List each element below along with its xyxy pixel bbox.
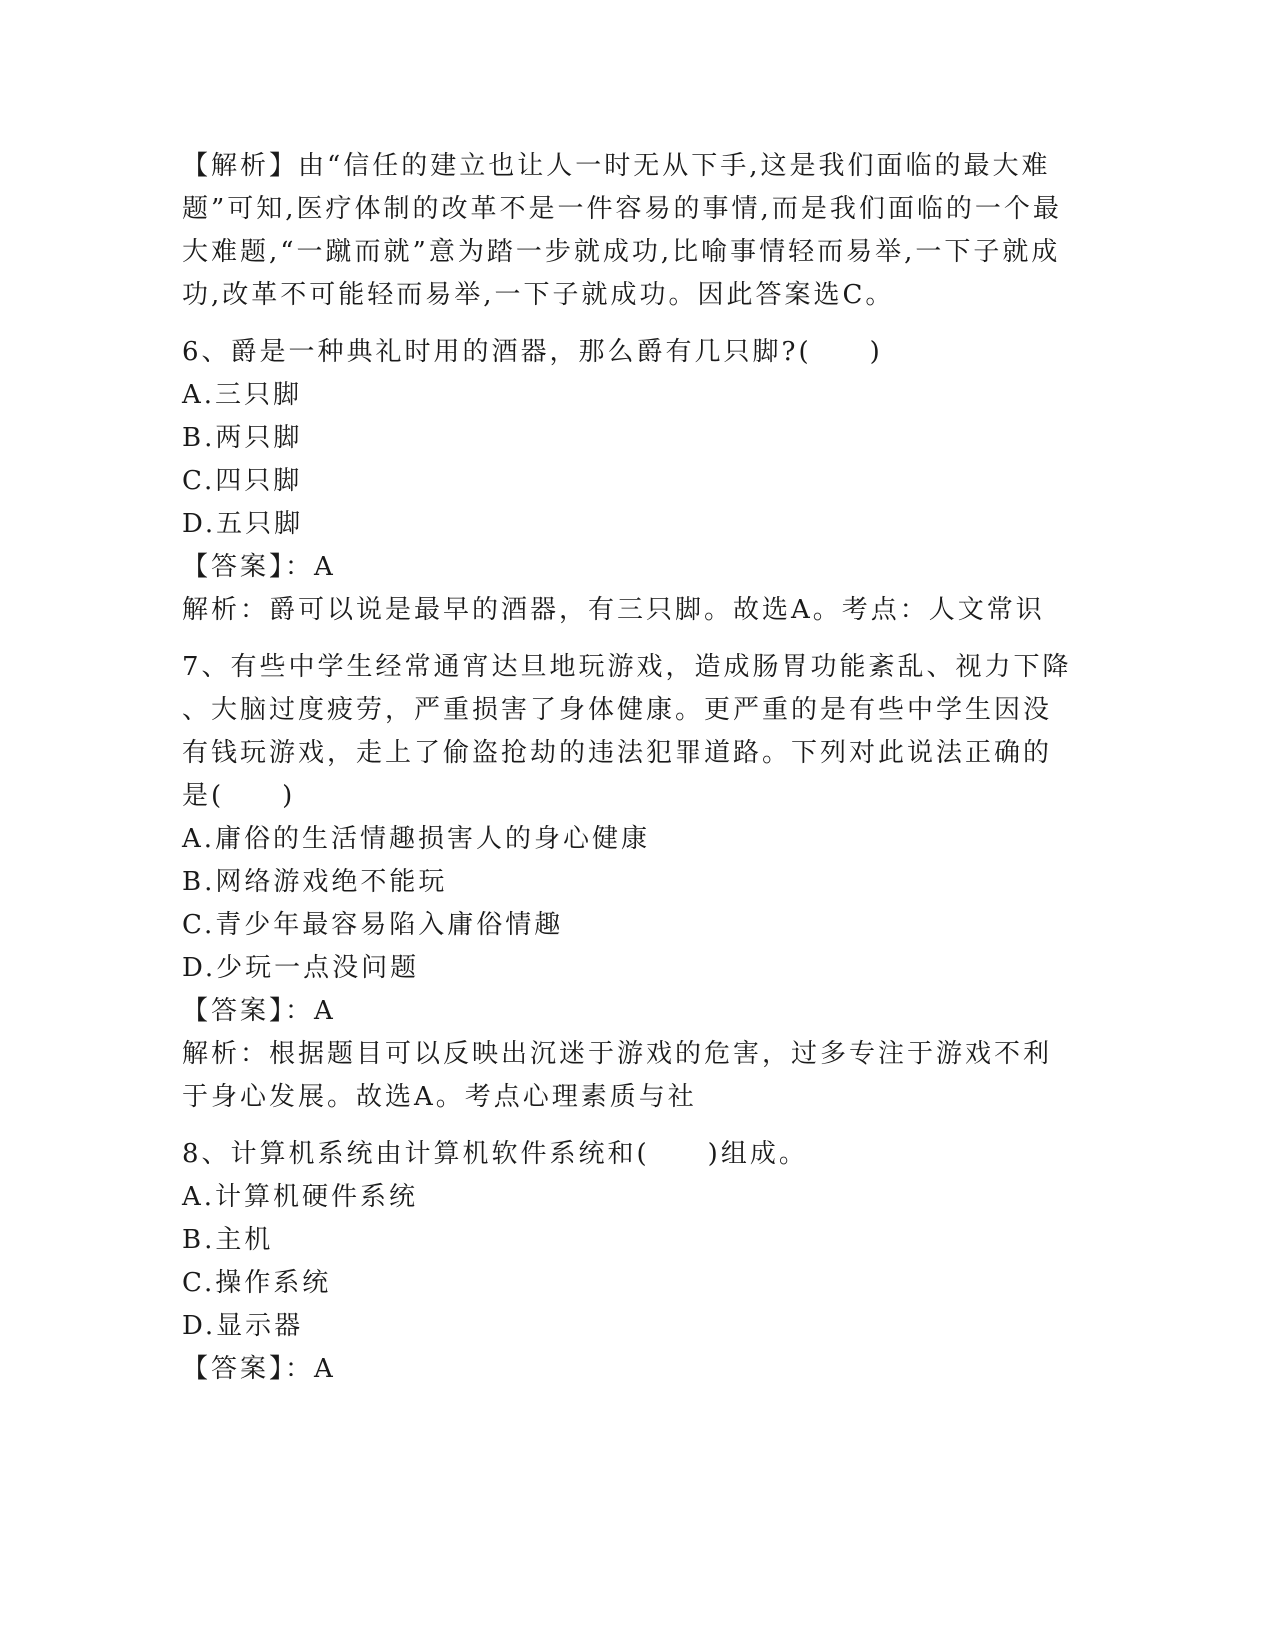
option-a: A.庸俗的生活情趣损害人的身心健康	[182, 824, 651, 854]
question-stem-line-4: 是( )	[182, 781, 296, 811]
question-stem-line-1: 7、有些中学生经常通宵达旦地玩游戏，造成肠胃功能紊乱、视力下降	[182, 652, 1072, 682]
answer: 【答案】：A	[182, 996, 336, 1026]
question-8	[182, 1133, 1082, 1391]
option-d: D.少玩一点没问题	[182, 953, 420, 983]
document-page	[182, 145, 1082, 1405]
option-a: A.计算机硬件系统	[182, 1182, 419, 1212]
option-c: C.操作系统	[182, 1268, 332, 1298]
previous-question-analysis: 【解析】由“信任的建立也让人一时无从下手,这是我们面临的最大难题”可知,医疗体制的改革不是一件容易的事情,而是我们面临的一个最大难题,“一蹴而就”意为踏一步就成功,比喻事情轻而易举,一下子就成功,改革不可能轻而易举,一下子就成功。因此答案选C。	[182, 151, 1062, 310]
analysis-line-2: 于身心发展。故选A。考点心理素质与社	[182, 1082, 697, 1112]
option-d: D.显示器	[182, 1311, 304, 1341]
answer: 【答案】：A	[182, 552, 336, 582]
answer: 【答案】：A	[182, 1354, 336, 1384]
question-stem-line-3: 有钱玩游戏，走上了偷盗抢劫的违法犯罪道路。下列对此说法正确的	[182, 738, 1053, 768]
question-stem-line-2: 、大脑过度疲劳，严重损害了身体健康。更严重的是有些中学生因没	[182, 695, 1053, 725]
question-stem: 8、计算机系统由计算机软件系统和( )组成。	[182, 1139, 808, 1169]
question-7	[182, 646, 1082, 1119]
option-a: A.三只脚	[182, 380, 303, 410]
analysis: 解析：爵可以说是最早的酒器，有三只脚。故选A。考点：人文常识	[182, 595, 1045, 625]
option-d: D.五只脚	[182, 509, 304, 539]
option-c: C.四只脚	[182, 466, 303, 496]
option-c: C.青少年最容易陷入庸俗情趣	[182, 910, 564, 940]
question-6	[182, 331, 1082, 632]
option-b: B.两只脚	[182, 423, 303, 453]
analysis-line-1: 解析：根据题目可以反映出沉迷于游戏的危害，过多专注于游戏不利	[182, 1039, 1053, 1069]
option-b: B.网络游戏绝不能玩	[182, 867, 448, 897]
option-b: B.主机	[182, 1225, 274, 1255]
question-stem: 6、爵是一种典礼时用的酒器，那么爵有几只脚?( )	[182, 337, 883, 367]
